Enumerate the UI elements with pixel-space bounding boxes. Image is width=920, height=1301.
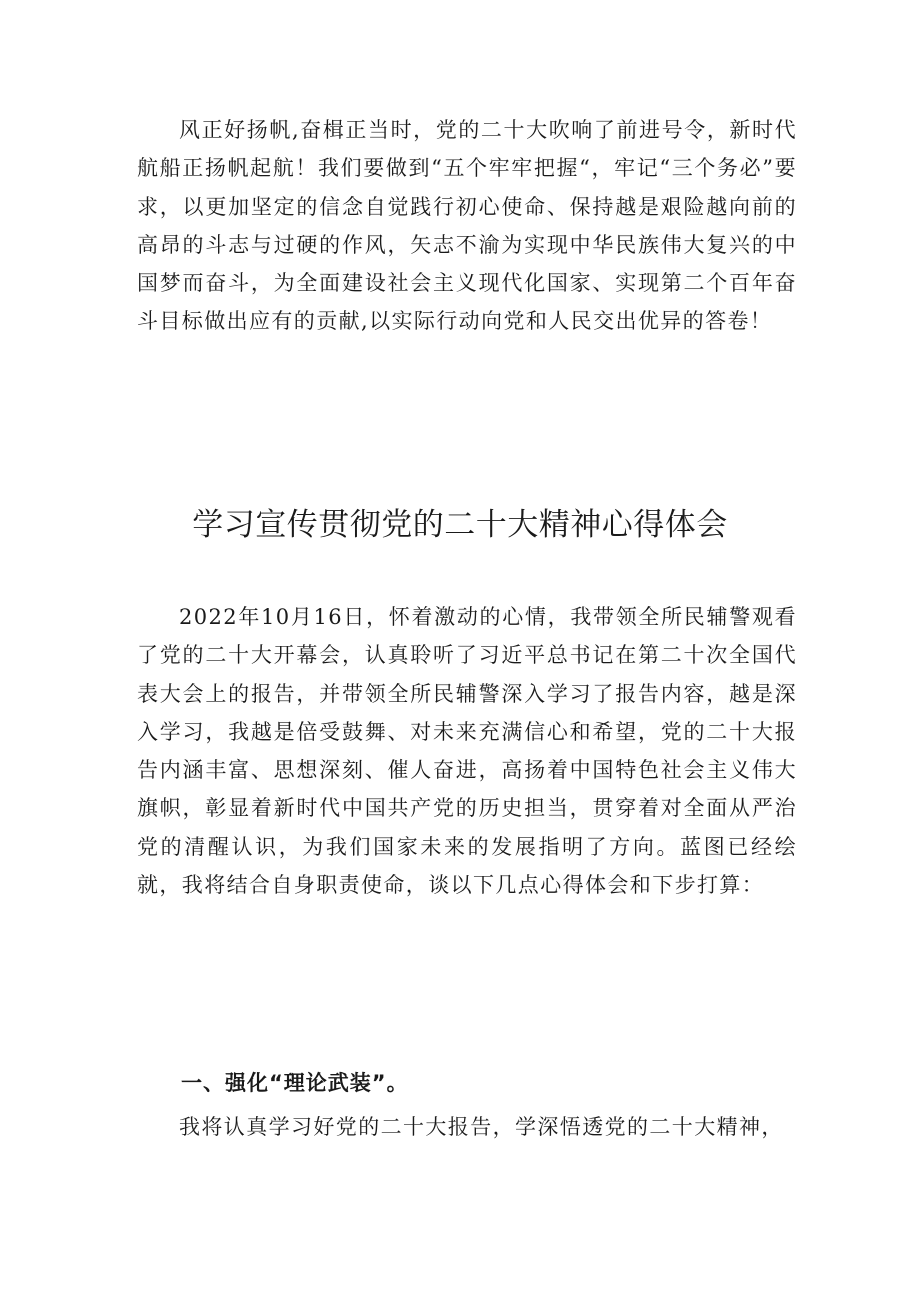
intro-paragraph: 风正好扬帆,奋楫正当时，党的二十大吹响了前进号令，新时代航船正扬帆起航！我们要做到“五个牢牢把握“，牢记“三个务必”要求，以更加坚定的信念自觉践行初心使命、保持越是艰险越向前的高昂的斗志与过硬的作风，矢志不渝为实现中华民族伟大复兴的中国梦而奋斗，为全面建设社会主义现代化国家、实现第二个百年奋斗目标做出应有的贡献,以实际行动向党和人民交出优异的答卷！ — [137, 118, 797, 334]
body-paragraph: 2022年10月16日，怀着激动的心情，我带领全所民辅警观看了党的二十大开幕会，认真聆听了习近平总书记在第二十次全国代表大会上的报告，并带领全所民辅警深入学习了报告内容，越是深入学习，我越是倍受鼓舞、对未来充满信心和希望，党的二十大报告内涵丰富、思想深刻、催人奋进，高扬着中国特色社会主义伟大旗帜，彰显着新时代中国共产党的历史担当，贯穿着对全面从严治党的清醒认识，为我们国家未来的发展指明了方向。蓝图已经绘就，我将结合自身职责使命，谈以下几点心得体会和下步打算： — [137, 605, 797, 898]
section-paragraph: 我将认真学习好党的二十大报告，学深悟透党的二十大精神， — [179, 1115, 784, 1139]
section-heading: 一、强化“理论武装”。 — [181, 1071, 409, 1095]
document-title: 学习宣传贯彻党的二十大精神心得体会 — [192, 507, 728, 543]
